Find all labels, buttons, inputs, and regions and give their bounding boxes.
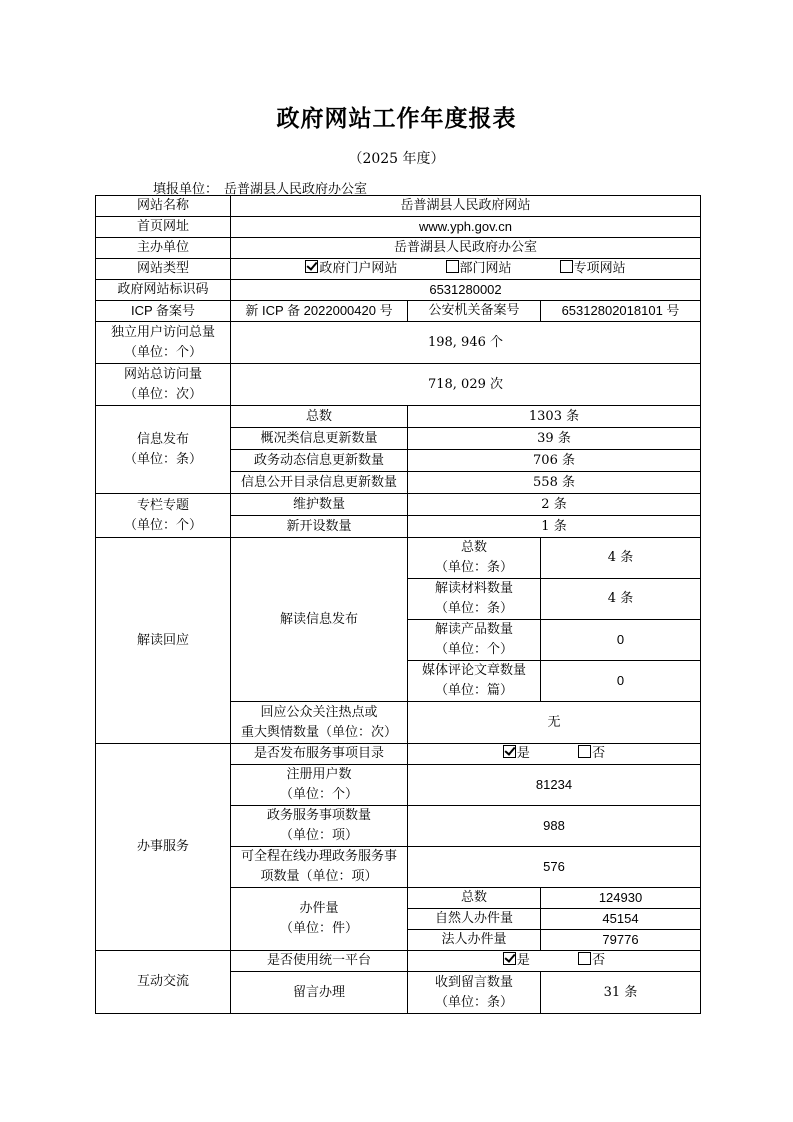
interp-material-label: 解读材料数量 （单位：条） — [408, 579, 541, 620]
checkbox-checked-icon[interactable] — [305, 260, 318, 273]
info-total-value: 1303 条 — [408, 406, 701, 428]
police-record-value: 65312802018101 号 — [541, 301, 701, 322]
messages-received-value: 31 条 — [541, 972, 701, 1014]
catalog-yes[interactable]: 是 — [503, 746, 530, 761]
interp-media-label: 媒体评论文章数量 （单位：篇） — [408, 661, 541, 702]
services-label: 办事服务 — [96, 744, 231, 951]
online-items-label: 可全程在线办理政务服务事 项数量（单位：项） — [231, 847, 408, 888]
interp-media-value: 0 — [541, 661, 701, 702]
page-title: 政府网站工作年度报表 — [276, 106, 517, 132]
info-news-value: 706 条 — [408, 450, 701, 472]
site-type-department[interactable] — [446, 261, 512, 276]
unique-visitors-value: 198, 946 个 — [231, 322, 701, 364]
site-code-value: 6531280002 — [231, 280, 701, 301]
homepage-value: www.yph.gov.cn — [231, 217, 701, 238]
platform-options — [408, 951, 701, 972]
info-catalog-value: 558 条 — [408, 472, 701, 494]
unique-visitors-label: 独立用户访问总量 （单位：个） — [96, 322, 231, 364]
hotspot-value: 无 — [408, 702, 701, 744]
checkbox-icon[interactable] — [560, 260, 573, 273]
police-record-label: 公安机关备案号 — [408, 301, 541, 322]
interp-product-value: 0 — [541, 620, 701, 661]
registered-users-label: 注册用户数 （单位：个） — [231, 765, 408, 806]
total-visits-label: 网站总访问量 （单位：次） — [96, 364, 231, 406]
platform-no[interactable]: 否 — [578, 953, 605, 968]
homepage-label: 首页网址 — [96, 217, 231, 238]
info-overview-label: 概况类信息更新数量 — [231, 428, 408, 450]
sponsor-value: 岳普湖县人民政府办公室 — [231, 238, 701, 259]
handled-total-label: 总数 — [408, 888, 541, 909]
interp-total-label: 总数 （单位：条） — [408, 538, 541, 579]
info-news-label: 政务动态信息更新数量 — [231, 450, 408, 472]
handled-label: 办件量 （单位：件） — [231, 888, 408, 951]
icp-value: 新 ICP 备 2022000420 号 — [231, 301, 408, 322]
info-publish-label: 信息发布 （单位：条） — [96, 406, 231, 494]
info-overview-value: 39 条 — [408, 428, 701, 450]
columns-new-label: 新开设数量 — [231, 516, 408, 538]
columns-maintained-label: 维护数量 — [231, 494, 408, 516]
interp-product-label: 解读产品数量 （单位：个） — [408, 620, 541, 661]
service-items-value: 988 — [408, 806, 701, 847]
columns-maintained-value: 2 条 — [408, 494, 701, 516]
handled-total-value: 124930 — [541, 888, 701, 909]
site-name-label: 网站名称 — [96, 196, 231, 217]
catalog-no[interactable]: 否 — [578, 746, 605, 761]
checkbox-checked-icon[interactable] — [503, 952, 516, 965]
interaction-label: 互动交流 — [96, 951, 231, 1014]
messages-received-label: 收到留言数量 （单位：条） — [408, 972, 541, 1014]
filing-unit-value: 岳普湖县人民政府办公室 — [224, 182, 368, 197]
info-total-label: 总数 — [231, 406, 408, 428]
online-items-value: 576 — [408, 847, 701, 888]
icp-label: ICP 备案号 — [96, 301, 231, 322]
hotspot-label: 回应公众关注热点或 重大舆情数量（单位：次） — [231, 702, 408, 744]
catalog-published-label: 是否发布服务事项目录 — [231, 744, 408, 765]
filing-unit-label: 填报单位： — [153, 182, 219, 197]
interp-total-value: 4 条 — [541, 538, 701, 579]
registered-users-value: 81234 — [408, 765, 701, 806]
interp-material-value: 4 条 — [541, 579, 701, 620]
report-year: （2025 年度） — [348, 151, 445, 167]
site-code-label: 政府网站标识码 — [96, 280, 231, 301]
site-type-portal-label: 政府门户网站 — [319, 261, 398, 276]
interpretation-label: 解读回应 — [96, 538, 231, 744]
handled-legal-label: 法人办件量 — [408, 930, 541, 951]
report-table — [95, 195, 701, 1014]
site-name-value: 岳普湖县人民政府网站 — [231, 196, 701, 217]
checkbox-icon[interactable] — [578, 952, 591, 965]
info-catalog-label: 信息公开目录信息更新数量 — [231, 472, 408, 494]
site-type-special-label: 专项网站 — [573, 261, 626, 276]
site-type-portal[interactable] — [305, 261, 397, 276]
site-type-department-label: 部门网站 — [459, 261, 512, 276]
total-visits-value: 718, 029 次 — [231, 364, 701, 406]
handled-legal-value: 79776 — [541, 930, 701, 951]
catalog-published-options — [408, 744, 701, 765]
site-type-options — [231, 259, 701, 280]
columns-label: 专栏专题 （单位：个） — [96, 494, 231, 538]
platform-label: 是否使用统一平台 — [231, 951, 408, 972]
messages-label: 留言办理 — [231, 972, 408, 1014]
platform-yes[interactable]: 是 — [503, 953, 530, 968]
sponsor-label: 主办单位 — [96, 238, 231, 259]
site-type-special[interactable] — [560, 261, 626, 276]
handled-person-label: 自然人办件量 — [408, 909, 541, 930]
service-items-label: 政务服务事项数量 （单位：项） — [231, 806, 408, 847]
checkbox-icon[interactable] — [446, 260, 459, 273]
interpretation-publish-label: 解读信息发布 — [231, 538, 408, 702]
checkbox-checked-icon[interactable] — [503, 745, 516, 758]
columns-new-value: 1 条 — [408, 516, 701, 538]
site-type-label: 网站类型 — [96, 259, 231, 280]
handled-person-value: 45154 — [541, 909, 701, 930]
checkbox-icon[interactable] — [578, 745, 591, 758]
